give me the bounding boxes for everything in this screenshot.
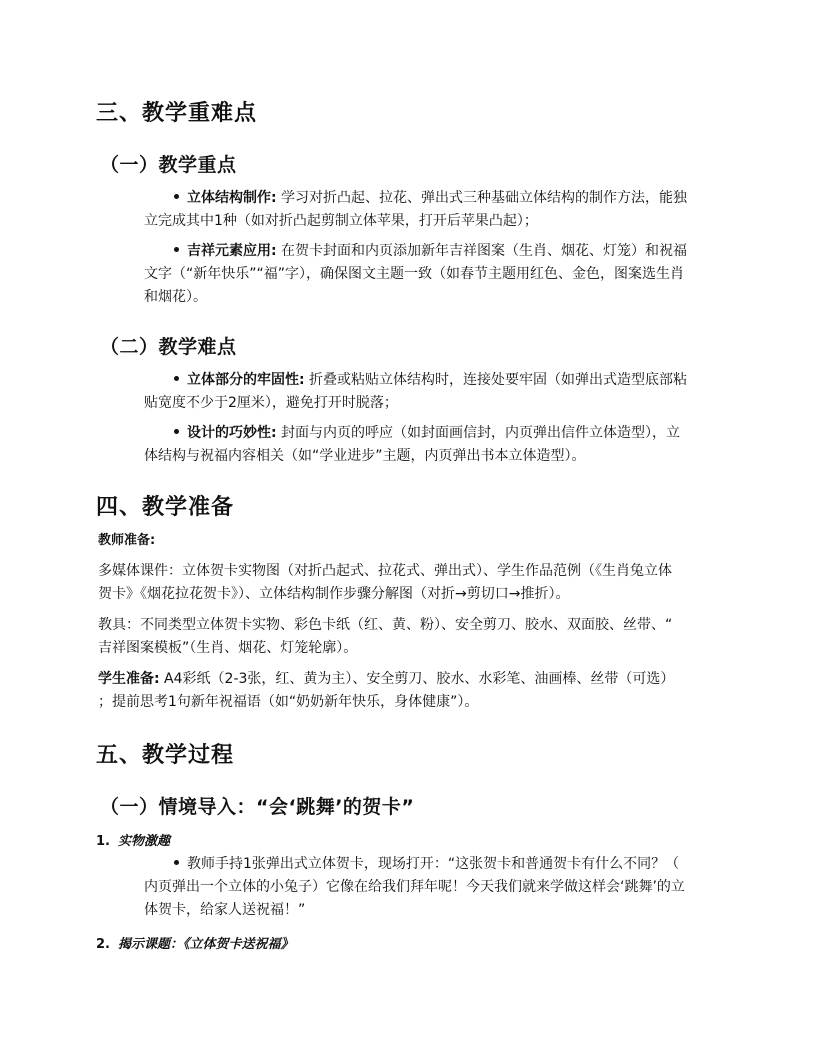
student-prep-line: ；提前思考1句新年祝福语（如“奶奶新年快乐，身体健康”）。 <box>98 694 479 710</box>
bullet-text: 学习对折凸起、拉花、弹出式三种基础立体结构的制作方法，能独 <box>276 190 688 206</box>
bullet-label: 立体部分的牢固性: <box>187 372 305 388</box>
step-2-heading <box>96 933 294 952</box>
bullet-label: 设计的巧妙性: <box>187 425 277 441</box>
media-line: 贺卡》《烟花拉花贺卡》）、立体结构制作步骤分解图（对折→剪切口→推折）。 <box>98 586 570 602</box>
bullet-label: 吉祥元素应用: <box>187 243 277 259</box>
bullet-text-cont: 立完成其中1种（如对折凸起剪制立体苹果，打开后苹果凸起）； <box>144 213 538 229</box>
section-3-sub2-heading: （二）教学难点 <box>100 336 237 358</box>
bullet-item <box>144 369 720 415</box>
teacher-prep-label: 教师准备: <box>98 533 156 548</box>
student-prep-paragraph <box>98 668 724 714</box>
section-3-heading: 三、教学重难点 <box>96 101 258 126</box>
bullet-text: 在贺卡封面和内页添加新年吉祥图案（生肖、烟花、灯笼）和祝福 <box>276 243 688 259</box>
bullet-item <box>144 853 720 922</box>
media-paragraph <box>98 560 724 606</box>
student-prep-label: 学生准备: <box>98 671 160 687</box>
bullet-icon <box>174 376 179 381</box>
bullet-icon <box>174 429 179 434</box>
bullet-icon <box>174 860 179 865</box>
bullet-text-cont: 内页弹出一个立体的小兔子）它像在给我们拜年呢！今天我们就来学做这样会‘跳舞’的立 <box>144 879 685 895</box>
bullet-text: 封面与内页的呼应（如封面画信封，内页弹出信件立体造型），立 <box>276 425 681 441</box>
step-title: 实物激趣 <box>117 834 170 849</box>
student-prep-line: A4彩纸（2-3张，红、黄为主）、安全剪刀、胶水、水彩笔、油画棒、丝带（可选） <box>159 671 675 687</box>
bullet-item <box>144 422 720 468</box>
bullet-item <box>144 187 720 233</box>
bullet-text-cont: 体结构与祝福内容相关（如“学业进步”主题，内页弹出书本立体造型）。 <box>144 448 586 464</box>
step-number: 1. <box>96 834 110 849</box>
bullet-text-cont: 体贺卡，给家人送祝福！” <box>144 902 306 918</box>
bullet-text-cont: 贴宽度不少于2厘米），避免打开时脱落； <box>144 395 398 411</box>
section-3-sub1-heading: （一）教学重点 <box>100 154 237 176</box>
media-line: 多媒体课件：立体贺卡实物图（对折凸起式、拉花式、弹出式）、学生作品范例（《生肖兔立体 <box>98 563 672 579</box>
bullet-text: 教师手持1张弹出式立体贺卡，现场打开：“这张贺卡和普通贺卡有什么不同？（ <box>187 856 680 872</box>
bullet-text-cont: 和烟花）。 <box>144 289 207 305</box>
bullet-icon <box>174 194 179 199</box>
bullet-text-cont: 文字（“新年快乐”“福”字），确保图文主题一致（如春节主题用红色、金色，图案选生肖 <box>144 266 685 282</box>
tools-line: 吉祥图案模板”（生肖、烟花、灯笼轮廓）。 <box>98 640 358 656</box>
bullet-text: 折叠或粘贴立体结构时，连接处要牢固（如弹出式造型底部粘 <box>304 372 688 388</box>
bullet-icon <box>174 247 179 252</box>
tools-paragraph <box>98 614 724 660</box>
step-title: 揭示课题：《立体贺卡送祝福》 <box>117 937 294 952</box>
section-5-heading: 五、教学过程 <box>96 743 235 768</box>
tools-line: 教具：不同类型立体贺卡实物、彩色卡纸（红、黄、粉）、安全剪刀、胶水、双面胶、丝带、“ <box>98 617 673 633</box>
section-4-heading: 四、教学准备 <box>96 495 235 520</box>
step-number: 2. <box>96 937 110 952</box>
step-1-heading <box>96 830 170 849</box>
bullet-label: 立体结构制作: <box>187 190 277 206</box>
bullet-item <box>144 240 720 309</box>
section-5-sub1-heading: （一）情境导入：“会‘跳舞’的贺卡” <box>100 796 415 818</box>
